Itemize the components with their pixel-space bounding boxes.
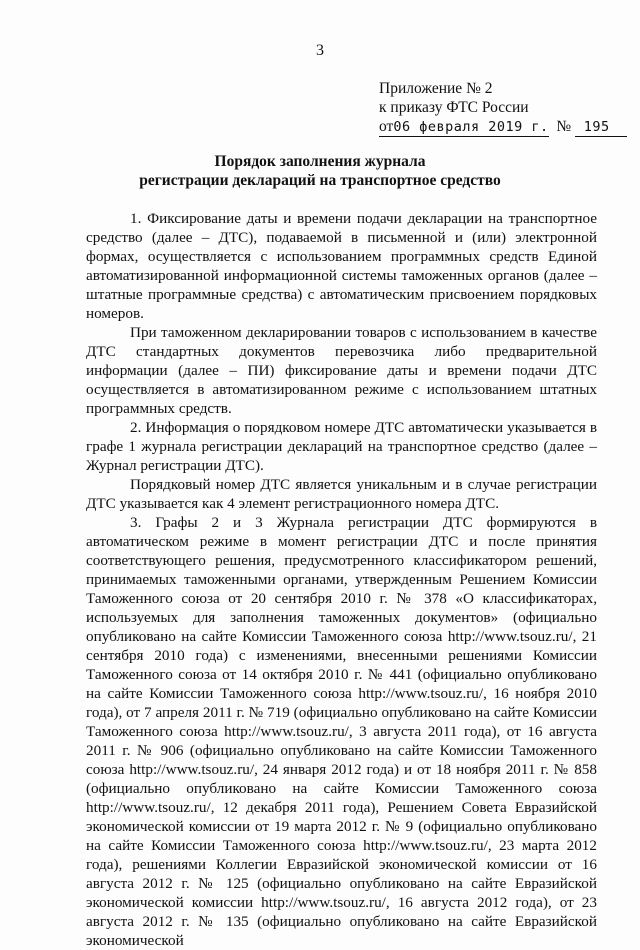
title-line-2: регистрации деклараций на транспортное средство <box>139 172 501 189</box>
document-body <box>86 209 597 950</box>
from-prefix: от <box>379 118 394 135</box>
paragraph-5: 3. Графы 2 и 3 Журнала регистрации ДТС формируются в автоматическом режиме в момент регистрации ДТС и после принятия соответствующего решения, предусмотренного классификатором решений, принимаемых таможенными органами, утвержденным Решением Комиссии Таможенного союза от 20 сентября 2010 г. № 378 «О классификаторах, используемых для заполнения таможенных документов» (официально опубликовано на сайте Комиссии Таможенного союза http://www.tsouz.ru/, 21 сентября 2010 года) с изменениями, внесенными решениями Комиссии Таможенного союза от 14 октября 2010 г. № 441 (официально опубликовано на сайте Комиссии Таможенного союза http://www.tsouz.ru/, 16 ноября 2010 года), от 7 апреля 2011 г. № 719 (официально опубликовано на сайте Комиссии Таможенного союза http://www.tsouz.ru/, 3 августа 2011 года), от 16 августа 2011 г. № 906 (официально опубликовано на сайте Комиссии Таможенного союза http://www.tsouz.ru/, 24 января 2012 года) и от 18 ноября 2011 г. № 858 (официально опубликовано на сайте Комиссии Таможенного союза http://www.tsouz.ru/, 12 декабря 2011 года), Решением Совета Евразийской экономической комиссии от 19 марта 2012 г. № 9 (официально опубликовано на сайте Комиссии Таможенного союза http://www.tsouz.ru/, 23 марта 2012 года), решениями Коллегии Евразийской экономической комиссии от 16 августа 2012 г. № 125 (официально опубликовано на сайте Евразийской экономической комиссии http://www.tsouz.ru/, 16 августа 2012 года), от 23 августа 2012 г. № 135 (официально опубликовано на сайте Евразийской экономической <box>86 514 597 949</box>
paragraph-2: При таможенном декларировании товаров с использованием в качестве ДТС стандартных документов перевозчика либо предварительной информации (далее – ПИ) фиксирование даты и времени подачи ДТС осуществляется в автоматизированном режиме с использованием штатных программных средств. <box>86 324 597 417</box>
order-number <box>575 119 627 137</box>
appendix-order-ref: к приказу ФТС России <box>379 99 529 116</box>
appendix-date-line <box>379 117 627 137</box>
title-line-1: Порядок заполнения журнала <box>214 153 426 170</box>
paragraph-1: 1. Фиксирование даты и времени подачи декларации на транспортное средство (далее – ДТС), подаваемой в письменной и (или) электронной формах, осуществляется с использованием программных средств Единой автоматизированной информационной системы таможенных органов (далее – штатные программные средства) с автоматическим присвоением порядковых номеров. <box>86 210 597 322</box>
order-number-value: 195 <box>583 119 610 135</box>
order-date: 06 февраля 2019 г. <box>393 119 549 135</box>
paragraph-4: Порядковый номер ДТС является уникальным и в случае регистрации ДТС указывается как 4 элемент регистрационного номера ДТС. <box>86 476 597 512</box>
document-title <box>0 152 640 190</box>
paragraph-3: 2. Информация о порядковом номере ДТС автоматически указывается в графе 1 журнала регистрации деклараций на транспортное средство (далее – Журнал регистрации ДТС). <box>86 419 597 474</box>
date-field <box>379 118 549 137</box>
appendix-title: Приложение № 2 <box>379 80 493 97</box>
number-prefix: № <box>556 118 572 135</box>
page-number: 3 <box>316 42 324 59</box>
appendix-header <box>379 79 627 137</box>
